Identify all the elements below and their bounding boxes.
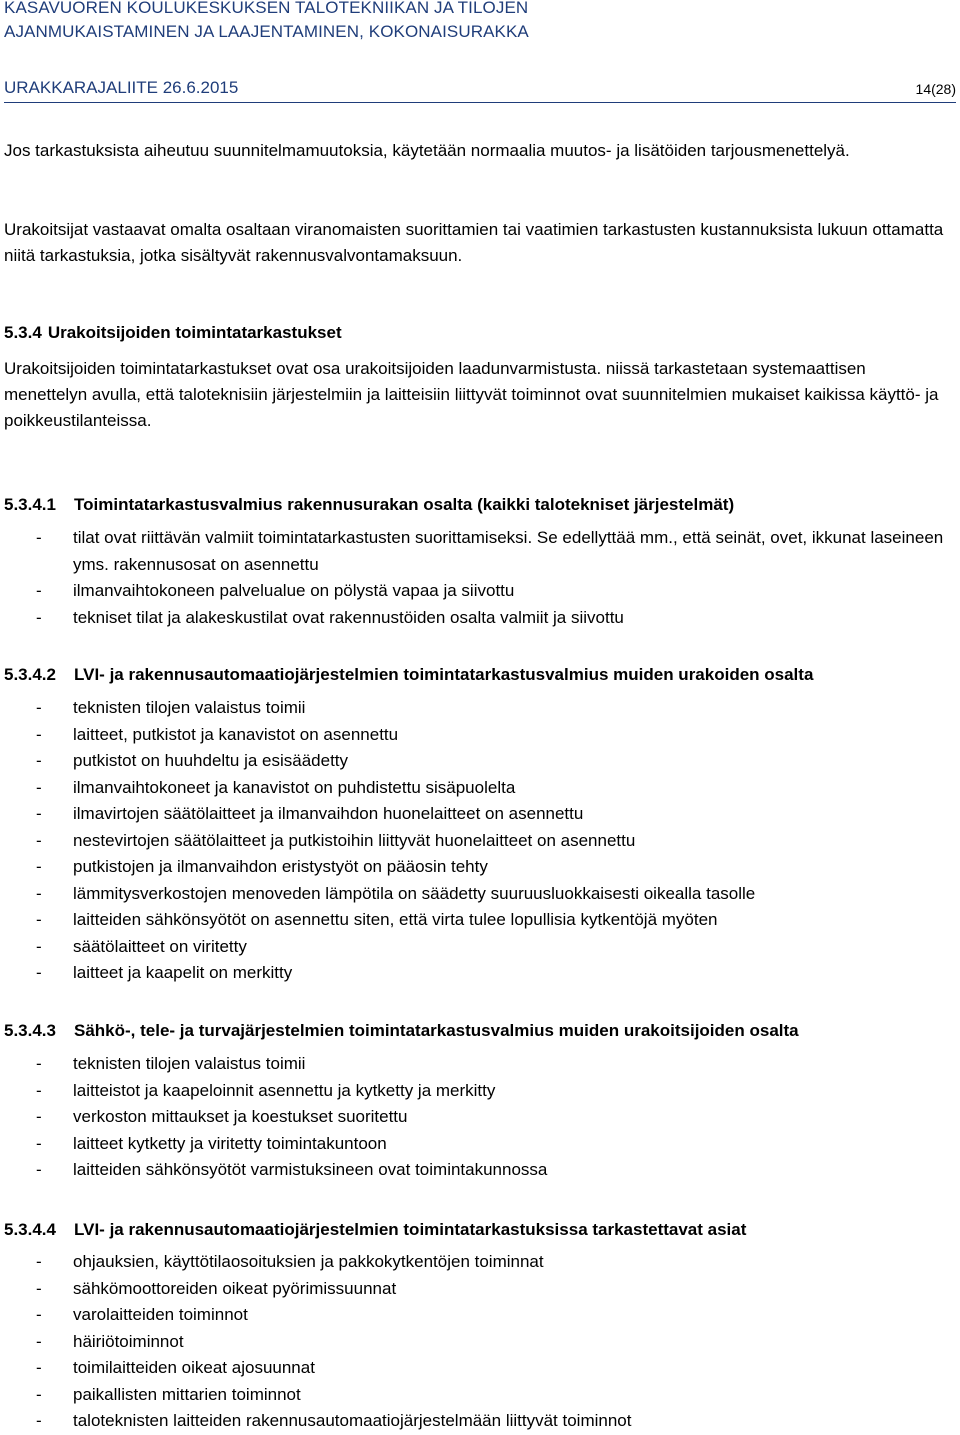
list-item-text: laitteiden sähkönsyötöt on asennettu siten, että virta tulee lopullisia kytkentöjä myöten	[73, 910, 718, 929]
list-item	[4, 854, 944, 881]
subsection-title-4: LVI- ja rakennusautomaatiojärjestelmien toimintatarkastuksissa tarkastettavat asiat	[74, 1220, 747, 1239]
list-item-text: taloteknisten laitteiden rakennusautomaatiojärjestelmään liittyvät toiminnot	[73, 1411, 632, 1430]
list-dash: -	[36, 1252, 42, 1271]
list-item	[4, 775, 944, 802]
subsection-number-1: 5.3.4.1	[4, 495, 56, 514]
header-annex-label: URAKKARAJALIITE 26.6.2015	[4, 78, 239, 97]
header-annex-row	[4, 76, 956, 103]
list-item-text: varolaitteiden toiminnot	[73, 1305, 248, 1324]
list-dash: -	[36, 830, 42, 850]
list-item-text: lämmitysverkostojen menoveden lämpötila on säädetty suuruusluokkaisesti oikealla tasolle	[73, 883, 756, 903]
list-item	[4, 1302, 944, 1329]
list-item	[4, 722, 944, 749]
list-item-text: teknisten tilojen valaistus toimii	[73, 698, 306, 717]
list-item-text: laitteet, putkistot ja kanavistot on asennettu	[73, 724, 399, 744]
list-item	[4, 1131, 944, 1158]
list-item	[4, 1276, 944, 1303]
list-item-text: tilat ovat riittävän valmiit toimintatarkastusten suorittamiseksi. Se edellyttää mm., että seinät, ovet, ikkunat laseineen yms. rakennusosat on asennettu	[73, 528, 944, 574]
subsection-list-2	[4, 695, 944, 987]
subsection-heading-3	[4, 1018, 799, 1044]
list-item	[4, 1382, 944, 1409]
list-item	[4, 1408, 944, 1435]
section-title: Urakoitsijoiden toimintatarkastukset	[47, 323, 342, 342]
header-title-line-1: KASAVUOREN KOULUKESKUKSEN TALOTEKNIIKAN JA TILOJEN	[4, 0, 529, 17]
list-dash: -	[36, 883, 42, 903]
list-dash: -	[36, 1411, 42, 1430]
list-item	[4, 828, 944, 855]
list-item-text: ilmavirtojen säätölaitteet ja ilmanvaihdon huonelaitteet on asennettu	[73, 804, 584, 823]
list-item-text: teknisten tilojen valaistus toimii	[73, 1054, 306, 1073]
subsection-number-2: 5.3.4.2	[4, 665, 56, 684]
list-item-text: säätölaitteet on viritetty	[73, 936, 247, 956]
subsection-heading-1	[4, 492, 734, 518]
subsection-list-1	[4, 525, 944, 631]
list-item-text: häiriötoiminnot	[73, 1331, 184, 1351]
list-dash: -	[36, 698, 42, 717]
intro-paragraph-1: Jos tarkastuksista aiheutuu suunnitelmamuutoksia, käytetään normaalia muutos- ja lisätöiden tarjousmenettelyä.	[4, 141, 850, 160]
list-item	[4, 907, 944, 934]
list-dash: -	[36, 1133, 42, 1153]
list-item-text: sähkömoottoreiden oikeat pyörimissuunnat	[73, 1278, 397, 1298]
subsection-title-2: LVI- ja rakennusautomaatiojärjestelmien toimintatarkastusvalmius muiden urakoiden osalta	[74, 665, 814, 684]
list-item-text: toimilaitteiden oikeat ajosuunnat	[73, 1358, 315, 1377]
list-dash: -	[36, 777, 42, 797]
list-item-text: putkistojen ja ilmanvaihdon eristystyöt on pääosin tehty	[73, 857, 488, 876]
list-item-text: laitteistot ja kaapeloinnit asennettu ja kytketty ja merkitty	[73, 1080, 496, 1100]
list-dash: -	[36, 528, 42, 547]
subsection-list-4	[4, 1249, 944, 1435]
list-dash: -	[36, 581, 42, 600]
list-item	[4, 881, 944, 908]
list-dash: -	[36, 936, 42, 956]
list-item	[4, 695, 944, 722]
list-item	[4, 1051, 944, 1078]
list-item-text: ilmanvaihtokoneen palvelualue on pölystä vapaa ja siivottu	[73, 581, 515, 600]
list-item	[4, 1249, 944, 1276]
list-item	[4, 1104, 944, 1131]
subsection-heading-4	[4, 1217, 746, 1243]
list-dash: -	[36, 1331, 42, 1351]
section-number: 5.3.4	[4, 323, 42, 342]
list-dash: -	[36, 1054, 42, 1073]
list-dash: -	[36, 857, 42, 876]
list-dash: -	[36, 804, 42, 823]
list-item-text: ohjauksien, käyttötilaosoituksien ja pakkokytkentöjen toiminnat	[73, 1252, 544, 1271]
subsection-list-3	[4, 1051, 944, 1184]
list-item-text: verkoston mittaukset ja koestukset suoritettu	[73, 1107, 408, 1126]
list-item	[4, 1329, 944, 1356]
list-dash: -	[36, 1080, 42, 1100]
document-header	[4, 0, 956, 44]
intro-paragraph-2: Urakoitsijat vastaavat omalta osaltaan viranomaisten suorittamien tai vaatimien tarkastusten kustannuksista lukuun ottamatta niitä tarkastuksia, jotka sisältyvät rakennusvalvontamaksuun.	[4, 220, 944, 265]
list-item	[4, 1355, 944, 1382]
subsection-title-3: Sähkö-, tele- ja turvajärjestelmien toimintatarkastusvalmius muiden urakoitsijoiden osalta	[74, 1021, 799, 1040]
list-dash: -	[36, 1384, 42, 1404]
list-item	[4, 801, 944, 828]
subsection-number-3: 5.3.4.3	[4, 1021, 56, 1040]
list-item	[4, 934, 944, 961]
list-item-text: nestevirtojen säätölaitteet ja putkistoihin liittyvät huonelaitteet on asennettu	[73, 830, 636, 850]
subsection-title-1: Toimintatarkastusvalmius rakennusurakan osalta (kaikki talotekniset järjestelmät)	[74, 495, 735, 514]
list-dash: -	[36, 607, 42, 627]
list-dash: -	[36, 1305, 42, 1324]
section-heading	[4, 320, 342, 346]
list-item-text: putkistot on huuhdeltu ja esisäädetty	[73, 751, 349, 770]
list-dash: -	[36, 1278, 42, 1298]
list-item	[4, 605, 944, 632]
list-item-text: paikallisten mittarien toiminnot	[73, 1384, 301, 1404]
list-item	[4, 1078, 944, 1105]
list-dash: -	[36, 910, 42, 929]
section-body: Urakoitsijoiden toimintatarkastukset ovat osa urakoitsijoiden laadunvarmistusta. niissä tarkastetaan systemaattisen menettelyn avulla, että taloteknisiin järjestelmiin ja laitteisiin liittyvät toiminnot ovat suunnitelmien mukaiset kaikissa käyttö- ja poikkeustilanteissa.	[4, 359, 939, 430]
list-item	[4, 748, 944, 775]
list-dash: -	[36, 1358, 42, 1377]
list-item-text: laitteet ja kaapelit on merkitty	[73, 963, 293, 982]
list-item-text: laitteiden sähkönsyötöt varmistuksineen ovat toimintakunnossa	[73, 1160, 548, 1179]
list-item	[4, 1157, 944, 1184]
list-item	[4, 960, 944, 987]
page-number: 14(28)	[915, 81, 956, 97]
header-title-line-2: AJANMUKAISTAMINEN JA LAAJENTAMINEN, KOKONAISURAKKA	[4, 22, 529, 41]
list-dash: -	[36, 751, 42, 770]
list-item-text: tekniset tilat ja alakeskustilat ovat rakennustöiden osalta valmiit ja siivottu	[73, 607, 624, 627]
list-dash: -	[36, 1107, 42, 1126]
list-dash: -	[36, 1160, 42, 1179]
list-item	[4, 525, 944, 578]
list-item-text: ilmanvaihtokoneet ja kanavistot on puhdistettu sisäpuolelta	[73, 777, 516, 797]
list-dash: -	[36, 963, 42, 982]
list-item	[4, 578, 944, 605]
subsection-heading-2	[4, 662, 813, 688]
list-dash: -	[36, 724, 42, 744]
subsection-number-4: 5.3.4.4	[4, 1220, 56, 1239]
list-item-text: laitteet kytketty ja viritetty toimintakuntoon	[73, 1133, 387, 1153]
